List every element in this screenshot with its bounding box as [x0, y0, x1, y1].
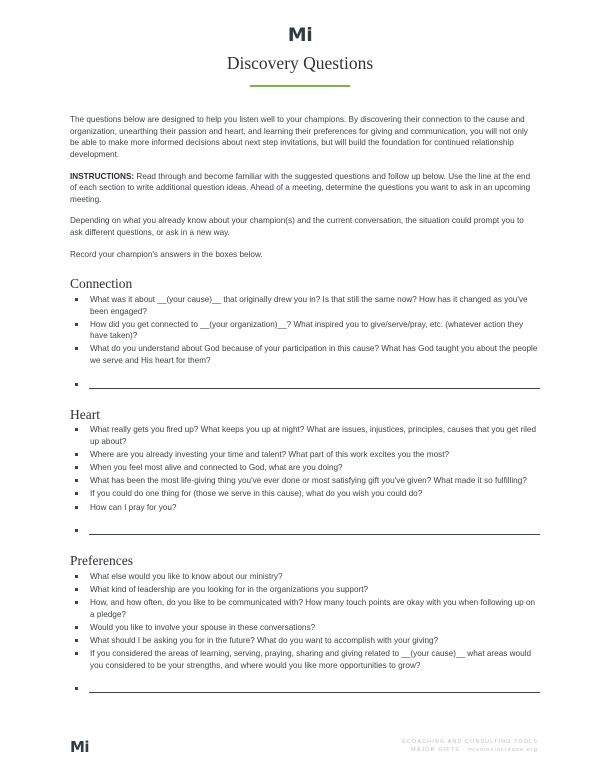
list-item [70, 343, 538, 366]
list-item [70, 462, 538, 474]
section-heading: Preferences [70, 553, 133, 569]
document-footer [0, 738, 600, 755]
list-item [70, 488, 538, 500]
question-text: What else would you like to know about our ministry? [90, 571, 283, 581]
instructions-paragraph [70, 171, 538, 206]
question-text: What has been the most life-giving thing you've ever done or most satisfying gift you've given? What made it so fulfilling? [90, 476, 527, 486]
list-item [70, 294, 538, 317]
answer-line-item[interactable] [70, 683, 538, 695]
square-bullet-icon [75, 639, 78, 642]
section-heart [70, 407, 538, 538]
square-bullet-icon [75, 687, 78, 690]
question-text: How can I pray for you? [90, 502, 177, 512]
question-text: What kind of leadership are you looking for in the organizations you support? [90, 584, 369, 594]
question-list [70, 294, 538, 391]
section-heading: Connection [70, 276, 133, 292]
footer-line-1: GCOACHING AND CONSULTING TOOLS [401, 738, 538, 745]
list-item [70, 475, 538, 487]
square-bullet-icon [75, 506, 78, 509]
square-bullet-icon [75, 492, 78, 495]
square-bullet-icon [75, 298, 78, 301]
question-text: What really gets you fired up? What keeps you up at night? What are issues, injustices, principles, causes that you get riled up about? [90, 425, 536, 446]
write-in-rule[interactable] [89, 692, 540, 693]
square-bullet-icon [75, 383, 78, 386]
list-item [70, 648, 538, 671]
question-text: How did you get connected to __(your organization)__? What inspired you to give/serve/pray, etc. (whatever action they have taken)? [90, 319, 524, 341]
list-item [70, 571, 538, 583]
question-list [70, 571, 538, 696]
list-item [70, 449, 538, 461]
square-bullet-icon [75, 575, 78, 578]
question-text: What should I be asking you for in the future? What do you want to accomplish with your giving? [90, 635, 439, 645]
document-header [0, 0, 600, 87]
question-text: If you could do one thing for (those we serve in this cause), what do you wish you could do? [90, 489, 423, 499]
list-item [70, 584, 538, 596]
square-bullet-icon [75, 529, 78, 532]
question-text: How, and how often, do you like to be communicated with? How many touch points are okay with you when following up on a pledge? [90, 598, 536, 619]
document-body [0, 114, 600, 695]
page-title: Discovery Questions [226, 53, 374, 73]
intro-paragraph-4: Record your champion's answers in the boxes below. [70, 249, 263, 259]
square-bullet-icon [75, 588, 78, 591]
question-text: What was it about __(your cause)__ that originally drew you in? Is that still the same now? How has it changed as you've been engaged? [90, 294, 528, 316]
square-bullet-icon [75, 601, 78, 604]
section-preferences [70, 553, 538, 695]
question-list [70, 424, 538, 537]
square-bullet-icon [75, 428, 78, 431]
footer-logo: Mi [70, 738, 90, 756]
question-text: Where are you already investing your time and talent? What part of this work excites you the most? [90, 450, 450, 460]
square-bullet-icon [75, 323, 78, 326]
list-item [70, 424, 538, 447]
footer-meta [402, 738, 538, 755]
section-connection [70, 276, 538, 390]
square-bullet-icon [75, 466, 78, 469]
question-text: If you considered the areas of learning, serving, praying, sharing and giving related to __(your cause)__ what areas would you considered to be your strengths, and where would you like more opportunities to grow? [90, 649, 532, 670]
answer-line-item[interactable] [70, 525, 538, 537]
square-bullet-icon [75, 652, 78, 655]
square-bullet-icon [75, 453, 78, 456]
intro-paragraph-1: The questions below are designed to help you listen well to your champions. By discovering their connection to the cause and organization, unearthing their passion and heart, and learning their preferences for giving and communication, you will not only be able to make more informed decisions about next step invitations, but will build the foundation for continued relationship development. [70, 114, 528, 159]
write-in-rule[interactable] [89, 534, 540, 535]
section-heading: Heart [70, 406, 100, 422]
instructions-body: Read through and become familiar with the suggested questions and follow up below. Use the line at the end of each section to write additional question ideas. Ahead of a meeting, determine the questions you want to ask in an upcoming meeting. [70, 171, 531, 204]
question-text: When you feel most alive and connected to God, what are you doing? [90, 463, 343, 473]
square-bullet-icon [75, 479, 78, 482]
list-item [70, 319, 538, 342]
question-text: What do you understand about God because of your participation in this cause? What has God taught you about the people we serve and His heart for them? [90, 344, 538, 366]
list-item [70, 502, 538, 514]
footer-line-2: MAJOR GIFTS · missionincrease.org [411, 747, 538, 754]
square-bullet-icon [75, 347, 78, 350]
write-in-rule[interactable] [89, 388, 540, 389]
square-bullet-icon [75, 626, 78, 629]
title-divider [250, 85, 350, 87]
instructions-label: INSTRUCTIONS: [70, 171, 135, 181]
list-item [70, 635, 538, 647]
list-item [70, 597, 538, 620]
answer-line-item[interactable] [70, 379, 538, 391]
list-item [70, 622, 538, 634]
brand-logo: Mi [287, 24, 313, 46]
intro-paragraph-3: Depending on what you already know about your champion(s) and the current conversation, the situation could prompt you to ask different questions, or ask in a new way. [70, 216, 524, 238]
question-text: Would you like to involve your spouse in these conversations? [90, 622, 316, 632]
